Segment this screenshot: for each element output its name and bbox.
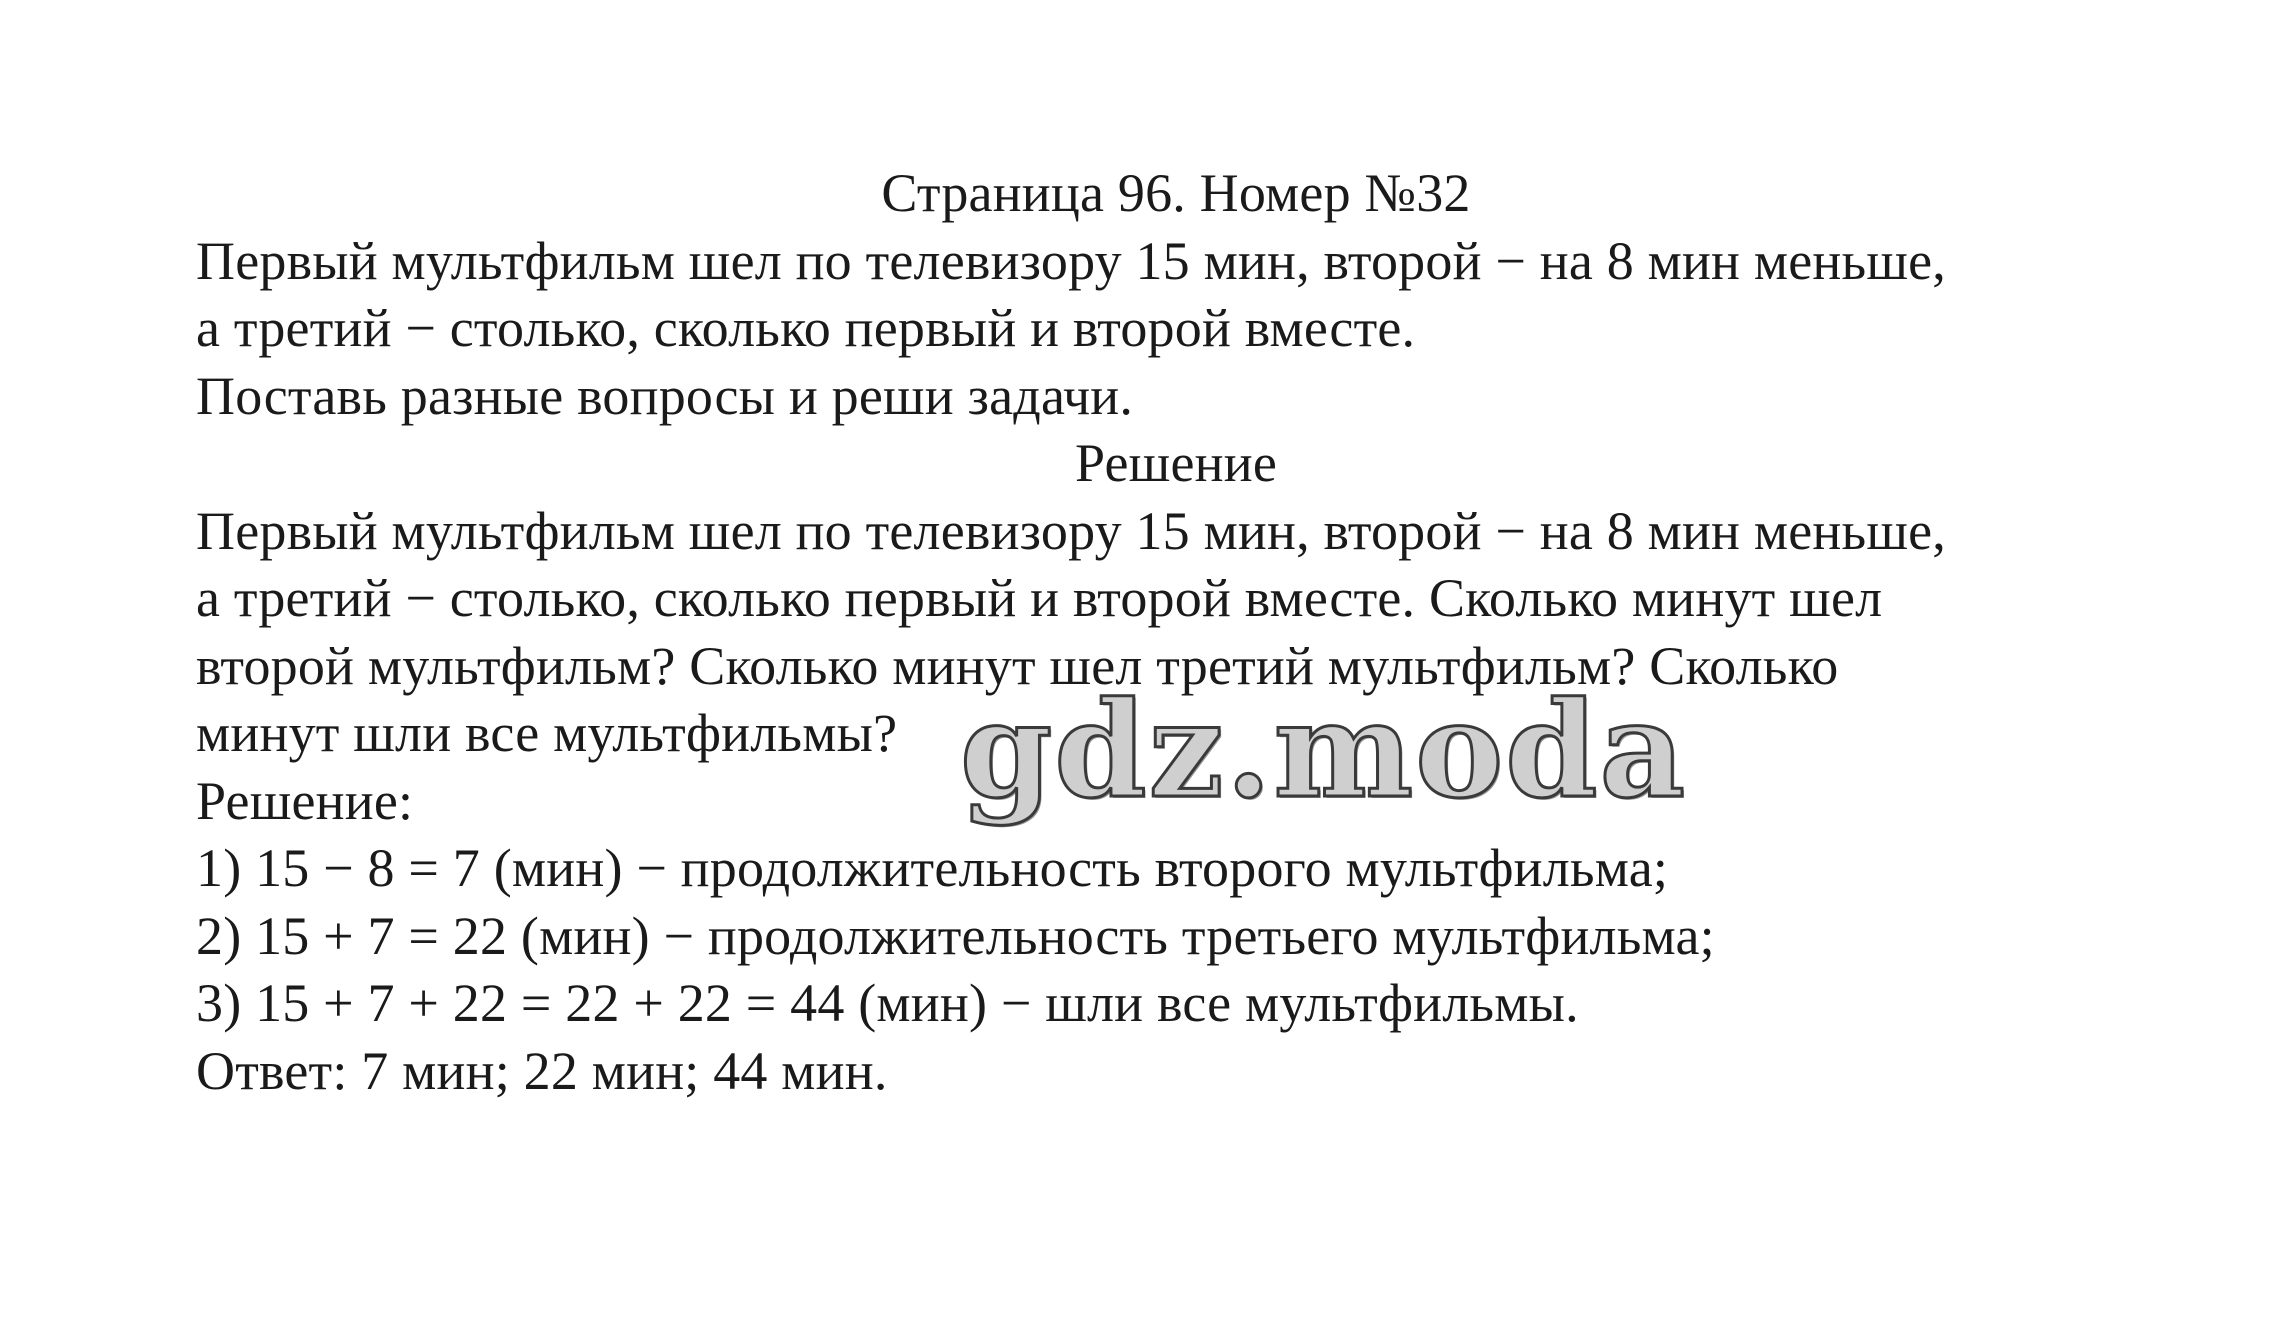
solution-step: 1) 15 − 8 = 7 (мин) − продолжительность второго мультфильма; [196,838,1669,898]
solution-task-line: минут шли все мультфильмы? [196,703,898,763]
answer-line: Ответ: 7 мин; 22 мин; 44 мин. [196,1040,888,1101]
document-content [196,160,2156,1105]
task-line: а третий − столько, сколько первый и второй вместе. [196,298,1416,358]
solution-steps [196,835,2156,1038]
solution-step: 2) 15 + 7 = 22 (мин) − продолжительность третьего мультфильма; [196,905,1715,966]
solution-task-line: Первый мультфильм шел по телевизору 15 мин, второй − на 8 мин меньше, [196,500,1946,561]
page-heading: Страница 96. Номер №32 [881,163,1471,223]
solution-task-line: а третий − столько, сколько первый и второй вместе. Сколько минут шел [196,568,1883,628]
solution-heading: Решение [1074,433,1277,493]
solution-step: 3) 15 + 7 + 22 = 22 + 22 = 44 (мин) − шли все мультфильмы. [196,973,1579,1033]
solution-label: Решение: [196,770,414,831]
watermark-logo: gdz.moda [960,673,1688,828]
task-line: Первый мультфильм шел по телевизору 15 мин, второй − на 8 мин меньше, [196,230,1946,291]
solution-task-line: второй мультфильм? Сколько минут шел третий мультфильм? Сколько [196,635,1839,696]
task-line: Поставь разные вопросы и реши задачи. [196,365,1134,426]
task-text [196,228,2156,431]
